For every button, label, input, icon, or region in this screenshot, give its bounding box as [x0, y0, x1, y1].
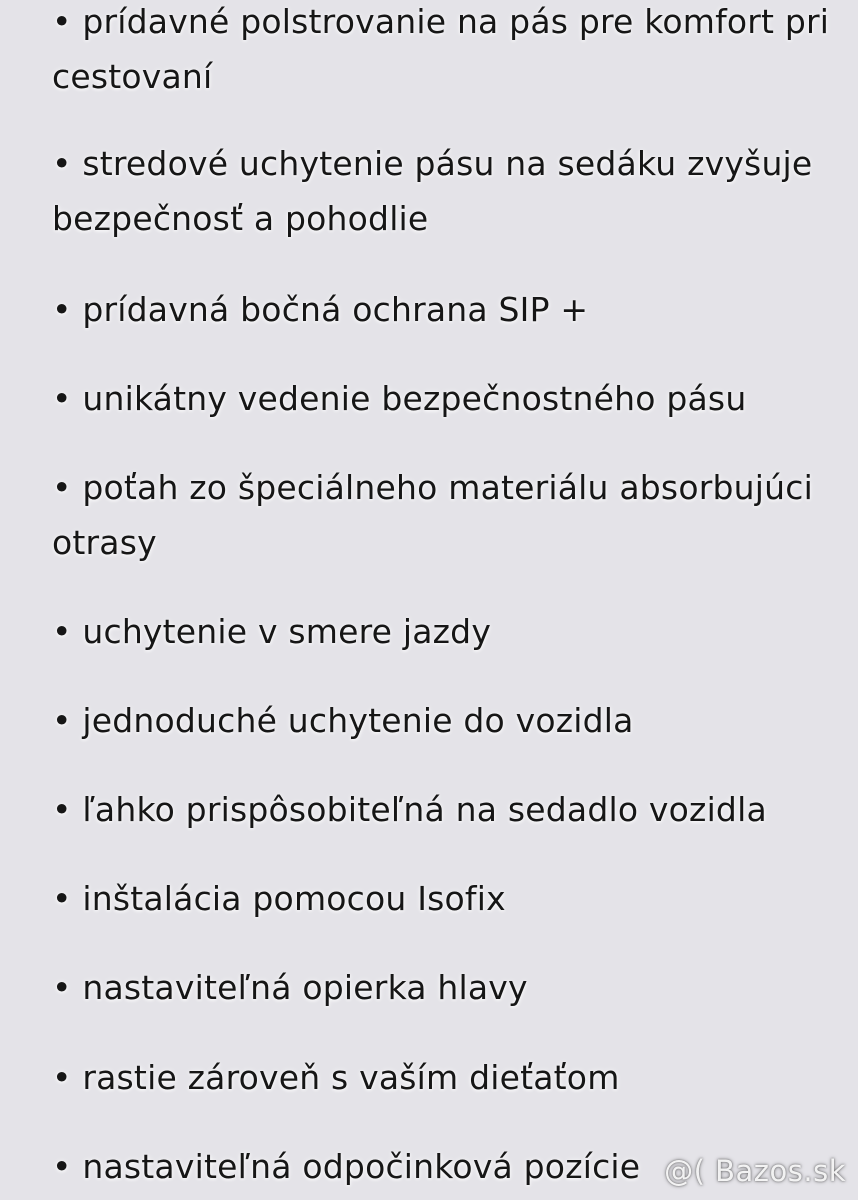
list-item: • rastie zároveň s vaším dieťaťom: [52, 1058, 620, 1097]
list-item: • unikátny vedenie bezpečnostného pásu: [52, 379, 747, 418]
list-item: • nastaviteľná odpočinková pozície: [52, 1147, 641, 1186]
list-item: • jednoduché uchytenie do vozidla: [52, 701, 634, 740]
list-item: • ľahko prispôsobiteľná na sedadlo vozidla: [52, 790, 767, 829]
list-item: • stredové uchytenie pásu na sedáku zvyšuje bezpečnosť a pohodlie: [52, 144, 813, 238]
list-item: • inštalácia pomocou Isofix: [52, 879, 506, 918]
list-item: • prídavné polstrovanie na pás pre komfort pri cestovaní: [52, 2, 830, 96]
list-item: • nastaviteľná opierka hlavy: [52, 968, 528, 1007]
list-item: • prídavná bočná ochrana SIP +: [52, 290, 589, 329]
list-item: • poťah zo špeciálneho materiálu absorbujúci otrasy: [52, 468, 813, 562]
bazos-watermark: @( Bazos.sk: [664, 1154, 846, 1188]
list-item: • uchytenie v smere jazdy: [52, 612, 492, 651]
